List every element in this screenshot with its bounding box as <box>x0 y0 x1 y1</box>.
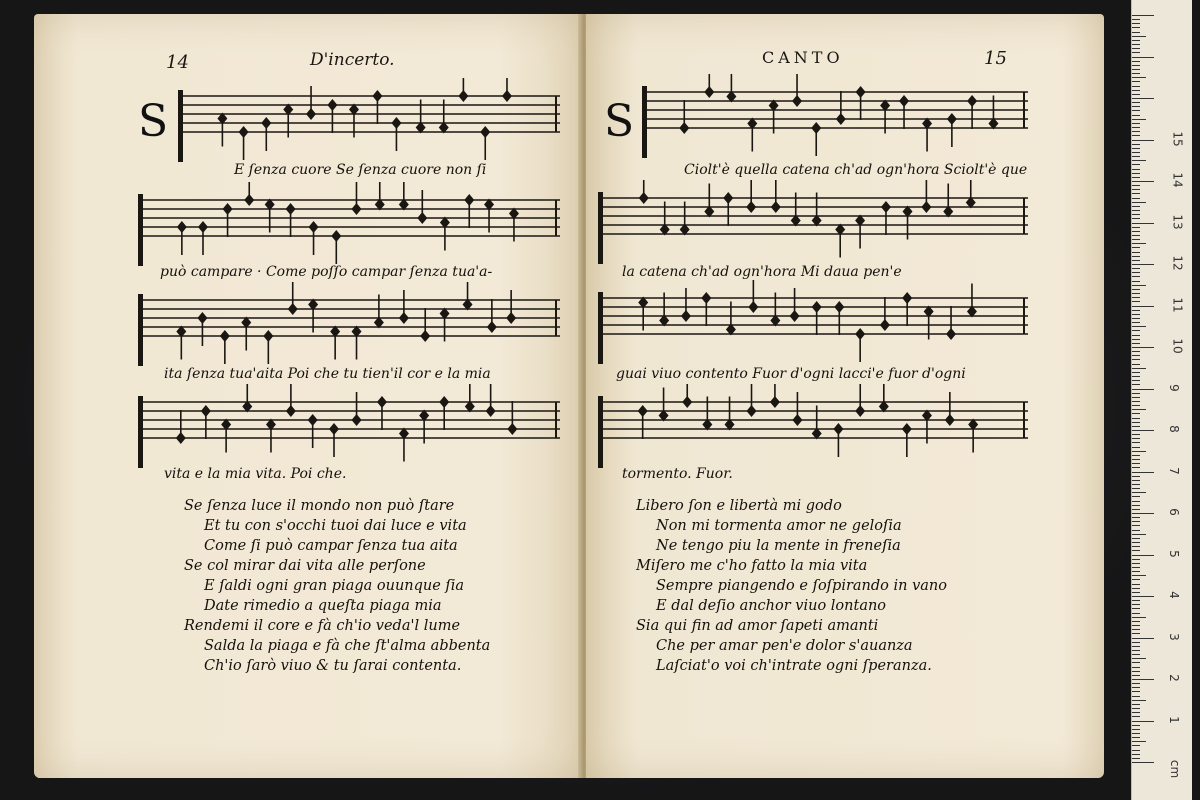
ruler-tick <box>1132 32 1140 33</box>
ruler-tick <box>1132 144 1140 145</box>
ruler-tick <box>1132 19 1140 20</box>
right-verse-line: Sia qui fin ad amor ſapeti amanti <box>636 618 879 634</box>
ruler-tick <box>1132 264 1154 265</box>
left-staff-4 <box>138 384 560 474</box>
ruler-tick <box>1132 359 1140 360</box>
ruler-tick <box>1132 442 1140 443</box>
ruler-tick <box>1132 135 1140 136</box>
ruler-tick <box>1132 571 1140 572</box>
ruler-tick <box>1132 90 1140 91</box>
ruler-tick <box>1132 285 1146 286</box>
ruler-tick <box>1132 621 1140 622</box>
ruler-tick <box>1132 301 1140 302</box>
right-verse-line: Laſciat'o voi ch'intrate ogni ſperanza. <box>656 658 932 674</box>
left-verse-line: Date rimedio a queſta piaga mia <box>204 598 442 614</box>
ruler-tick <box>1132 741 1146 742</box>
ruler-number-label: 11 <box>1170 296 1185 313</box>
ruler-tick <box>1132 588 1140 589</box>
ruler-tick <box>1132 69 1140 70</box>
left-lyric-line-2: può campare · Come poſſo campar ſenza tua'a- <box>160 264 493 280</box>
ruler-tick <box>1132 472 1154 473</box>
ruler-tick <box>1132 218 1140 219</box>
ruler-tick <box>1132 397 1140 398</box>
ruler-tick <box>1132 683 1140 684</box>
ruler-tick <box>1132 600 1140 601</box>
ruler-tick <box>1132 521 1140 522</box>
ruler-tick <box>1132 501 1140 502</box>
ruler-tick <box>1132 181 1154 182</box>
right-staff-2 <box>598 180 1028 276</box>
left-verse-line: Ch'io ſarò viuo & tu ſarai contenta. <box>204 658 462 674</box>
right-lyric-line-3: guai viuo contento Fuor d'ogni lacci'e fuor d'ogni <box>616 366 966 382</box>
ruler-tick <box>1132 596 1154 597</box>
right-verse-line: Non mi tormenta amor ne geloſia <box>656 518 902 534</box>
ruler-tick <box>1132 335 1140 336</box>
ruler-tick <box>1132 231 1140 232</box>
ruler-tick <box>1132 351 1140 352</box>
ruler-tick <box>1132 459 1140 460</box>
ruler-tick <box>1132 243 1146 244</box>
right-lyric-line-2: la catena ch'ad ogn'hora Mi daua pen'e <box>622 264 902 280</box>
ruler-tick <box>1132 15 1154 16</box>
right-staff-3 <box>598 280 1028 376</box>
ruler-number-label: 7 <box>1166 466 1181 475</box>
ruler-tick <box>1132 629 1140 630</box>
right-verse <box>636 496 947 676</box>
ruler-tick <box>1132 592 1140 593</box>
ruler-tick <box>1132 492 1146 493</box>
ruler-tick <box>1132 455 1140 456</box>
ruler-tick <box>1132 260 1140 261</box>
ruler-tick <box>1132 131 1140 132</box>
ruler-tick <box>1132 318 1140 319</box>
ruler-number-label: 15 <box>1170 130 1185 147</box>
ruler-number-label: 10 <box>1170 338 1185 354</box>
ruler-tick <box>1132 550 1140 551</box>
ruler-tick <box>1132 725 1140 726</box>
ruler-tick <box>1132 173 1140 174</box>
ruler-tick <box>1132 140 1154 141</box>
left-page-number: 14 <box>166 52 189 73</box>
left-page-header: D'incerto. <box>310 50 395 70</box>
ruler-tick <box>1132 575 1146 576</box>
ruler-tick <box>1132 106 1140 107</box>
ruler-tick <box>1132 214 1140 215</box>
ruler-tick <box>1132 517 1140 518</box>
ruler-tick <box>1132 758 1140 759</box>
right-lyric-line-4: tormento. Fuor. <box>622 466 733 482</box>
ruler-tick <box>1132 509 1140 510</box>
ruler-tick <box>1132 289 1140 290</box>
ruler-tick <box>1132 48 1140 49</box>
ruler-tick <box>1132 650 1140 651</box>
ruler-number-label: 14 <box>1170 172 1185 188</box>
ruler-tick <box>1132 98 1154 99</box>
ruler-tick <box>1132 422 1140 423</box>
ruler-tick <box>1132 110 1140 111</box>
ruler-tick <box>1132 754 1140 755</box>
ruler-tick <box>1132 675 1140 676</box>
ruler-tick <box>1132 567 1140 568</box>
ruler-tick <box>1132 542 1140 543</box>
ruler-tick <box>1132 148 1140 149</box>
left-verse-line: Se ſenza luce il mondo non può ſtare <box>184 498 455 514</box>
ruler-tick <box>1132 355 1140 356</box>
ruler-tick <box>1132 77 1146 78</box>
ruler-tick <box>1132 579 1140 580</box>
right-verse-line: Libero ſon e libertà mi godo <box>636 498 842 514</box>
ruler-tick <box>1132 177 1140 178</box>
ruler-tick <box>1132 160 1146 161</box>
ruler-tick <box>1132 613 1140 614</box>
ruler-tick <box>1132 716 1140 717</box>
ruler-number-label: 2 <box>1166 674 1181 682</box>
ruler-tick <box>1132 339 1140 340</box>
ruler-tick <box>1132 559 1140 560</box>
ruler-tick <box>1132 608 1140 609</box>
ruler-tick <box>1132 322 1140 323</box>
ruler-tick <box>1132 347 1154 348</box>
ruler-tick <box>1132 65 1140 66</box>
ruler-tick <box>1132 721 1154 722</box>
left-verse-line: Et tu con s'occhi tuoi dai luce e vita <box>204 518 467 534</box>
ruler-tick <box>1132 625 1140 626</box>
ruler-tick <box>1132 193 1140 194</box>
ruler-tick <box>1132 476 1140 477</box>
ruler-tick <box>1132 276 1140 277</box>
right-verse-line: Che per amar pen'e dolor s'auanza <box>656 638 913 654</box>
ruler-tick <box>1132 563 1140 564</box>
open-book <box>34 14 1104 778</box>
ruler-tick <box>1132 268 1140 269</box>
ruler-tick <box>1132 23 1140 24</box>
left-verse <box>184 496 490 676</box>
ruler-tick <box>1132 330 1140 331</box>
ruler-unit-label: cm <box>1168 759 1183 779</box>
ruler-tick <box>1132 712 1140 713</box>
ruler-tick <box>1132 662 1140 663</box>
ruler-tick <box>1132 642 1140 643</box>
ruler-tick <box>1132 451 1146 452</box>
ruler-tick <box>1132 73 1140 74</box>
left-lyric-line-3: ita ſenza tua'aita Poi che tu tien'il cor e la mia <box>164 366 491 382</box>
ruler-tick <box>1132 326 1146 327</box>
ruler-tick <box>1132 127 1140 128</box>
right-staff-4 <box>598 384 1028 474</box>
left-verse-line: Come ſi può campar ſenza tua aita <box>204 538 458 554</box>
ruler-tick <box>1132 513 1154 514</box>
ruler-tick <box>1132 252 1140 253</box>
ruler-tick <box>1132 364 1140 365</box>
ruler-tick <box>1132 256 1140 257</box>
ruler-tick <box>1132 235 1140 236</box>
right-verse-line: Sempre piangendo e ſoſpirando in vano <box>656 578 947 594</box>
ruler-tick <box>1132 152 1140 153</box>
ruler-tick <box>1132 57 1154 58</box>
ruler-tick <box>1132 671 1140 672</box>
right-verse-line: E dal deſio anchor viuo lontano <box>656 598 887 614</box>
ruler-tick <box>1132 667 1140 668</box>
right-page <box>586 14 1104 778</box>
right-staff-1 <box>642 74 1028 170</box>
left-page <box>34 14 582 778</box>
ruler-tick <box>1132 505 1140 506</box>
ruler-tick <box>1132 376 1140 377</box>
ruler-tick <box>1132 281 1140 282</box>
ruler-tick <box>1132 480 1140 481</box>
ruler-tick <box>1132 687 1140 688</box>
left-verse-line: Se col mirar dai vita alle perſone <box>184 558 426 574</box>
ruler-tick <box>1132 409 1146 410</box>
ruler-tick <box>1132 61 1140 62</box>
ruler-tick <box>1132 40 1140 41</box>
ruler-tick <box>1132 86 1140 87</box>
ruler-tick <box>1132 530 1140 531</box>
ruler-tick <box>1132 696 1140 697</box>
ruler-tick <box>1132 380 1140 381</box>
ruler-tick <box>1132 119 1146 120</box>
ruler-number-label: 12 <box>1170 255 1185 271</box>
ruler-tick <box>1132 81 1140 82</box>
ruler-tick <box>1132 52 1140 53</box>
ruler-tick <box>1132 389 1154 390</box>
ruler-number-label: 3 <box>1166 632 1181 641</box>
ruler-tick <box>1132 239 1140 240</box>
ruler-tick <box>1132 584 1140 585</box>
ruler-tick <box>1132 546 1140 547</box>
ruler-tick <box>1132 123 1140 124</box>
ruler-tick <box>1132 393 1140 394</box>
ruler-tick <box>1132 691 1140 692</box>
ruler-tick <box>1132 185 1140 186</box>
left-lyric-line-1: E ſenza cuore Se ſenza cuore non ſi <box>234 162 487 178</box>
ruler-tick <box>1132 745 1140 746</box>
ruler-tick <box>1132 247 1140 248</box>
left-verse-line: E ſaldi ogni gran piaga ouunque ſia <box>204 578 465 594</box>
ruler-tick <box>1132 729 1140 730</box>
ruler-tick <box>1132 447 1140 448</box>
right-page-header: CANTO <box>762 48 844 67</box>
ruler-tick <box>1132 293 1140 294</box>
ruler-tick <box>1132 189 1140 190</box>
right-verse-line: Miſero me c'ho fatto la mia vita <box>636 558 868 574</box>
ruler-number-label: 5 <box>1166 549 1181 558</box>
measurement-ruler <box>1131 0 1192 800</box>
ruler-tick <box>1132 44 1140 45</box>
ruler-tick <box>1132 704 1140 705</box>
ruler-tick <box>1132 418 1140 419</box>
ruler-number-label: 6 <box>1166 508 1181 516</box>
ruler-tick <box>1132 94 1140 95</box>
left-lyric-line-4: vita e la mia vita. Poi che. <box>164 466 347 482</box>
ruler-tick <box>1132 633 1140 634</box>
ruler-tick <box>1132 484 1140 485</box>
ruler-tick <box>1132 202 1146 203</box>
ruler-tick <box>1132 310 1140 311</box>
ruler-tick <box>1132 198 1140 199</box>
ruler-tick <box>1132 115 1140 116</box>
ruler-tick <box>1132 426 1140 427</box>
ruler-tick <box>1132 206 1140 207</box>
ruler-tick <box>1132 538 1140 539</box>
ruler-tick <box>1132 401 1140 402</box>
ruler-tick <box>1132 169 1140 170</box>
right-initial-letter: S <box>604 96 635 147</box>
ruler-tick <box>1132 700 1146 701</box>
ruler-tick <box>1132 343 1140 344</box>
ruler-tick <box>1132 617 1146 618</box>
right-verse-line: Ne tengo piu la mente in freneſia <box>656 538 901 554</box>
right-lyric-line-1: Ciolt'è quella catena ch'ad ogn'hora Sciolt'è que <box>684 162 1028 178</box>
ruler-tick <box>1132 306 1154 307</box>
ruler-tick <box>1132 297 1140 298</box>
ruler-tick <box>1132 223 1154 224</box>
ruler-tick <box>1132 314 1140 315</box>
ruler-number-label: 4 <box>1166 591 1181 599</box>
ruler-tick <box>1132 463 1140 464</box>
ruler-tick <box>1132 534 1146 535</box>
ruler-tick <box>1132 272 1140 273</box>
ruler-tick <box>1132 372 1140 373</box>
ruler-number-label: 8 <box>1166 425 1181 433</box>
ruler-number-label: 13 <box>1170 213 1185 230</box>
right-page-number: 15 <box>984 48 1007 69</box>
ruler-tick <box>1132 438 1140 439</box>
left-initial-letter: S <box>138 96 169 147</box>
ruler-tick <box>1132 654 1140 655</box>
ruler-tick <box>1132 413 1140 414</box>
ruler-tick <box>1132 737 1140 738</box>
ruler-tick <box>1132 604 1140 605</box>
ruler-tick <box>1132 762 1154 763</box>
ruler-tick <box>1132 679 1154 680</box>
ruler-tick <box>1132 467 1140 468</box>
left-staff-1 <box>178 78 560 174</box>
ruler-tick <box>1132 496 1140 497</box>
ruler-tick <box>1132 488 1140 489</box>
ruler-tick <box>1132 434 1140 435</box>
ruler-tick <box>1132 430 1154 431</box>
ruler-tick <box>1132 384 1140 385</box>
ruler-tick <box>1132 368 1146 369</box>
left-verse-line: Salda la piaga e fà che ſt'alma abbenta <box>204 638 491 654</box>
ruler-tick <box>1132 156 1140 157</box>
ruler-tick <box>1132 750 1140 751</box>
ruler-tick <box>1132 658 1146 659</box>
ruler-tick <box>1132 555 1154 556</box>
ruler-tick <box>1132 638 1154 639</box>
left-verse-line: Rendemi il core e fà ch'io veda'l lume <box>184 618 461 634</box>
ruler-number-label: 9 <box>1166 383 1181 392</box>
ruler-tick <box>1132 102 1140 103</box>
ruler-tick <box>1132 164 1140 165</box>
ruler-tick <box>1132 227 1140 228</box>
ruler-tick <box>1132 733 1140 734</box>
ruler-number-label: 1 <box>1166 715 1181 724</box>
ruler-tick <box>1132 646 1140 647</box>
left-staff-3 <box>138 282 560 378</box>
ruler-tick <box>1132 27 1140 28</box>
ruler-tick <box>1132 525 1140 526</box>
ruler-tick <box>1132 708 1140 709</box>
ruler-tick <box>1132 36 1146 37</box>
ruler-tick <box>1132 210 1140 211</box>
ruler-tick <box>1132 405 1140 406</box>
